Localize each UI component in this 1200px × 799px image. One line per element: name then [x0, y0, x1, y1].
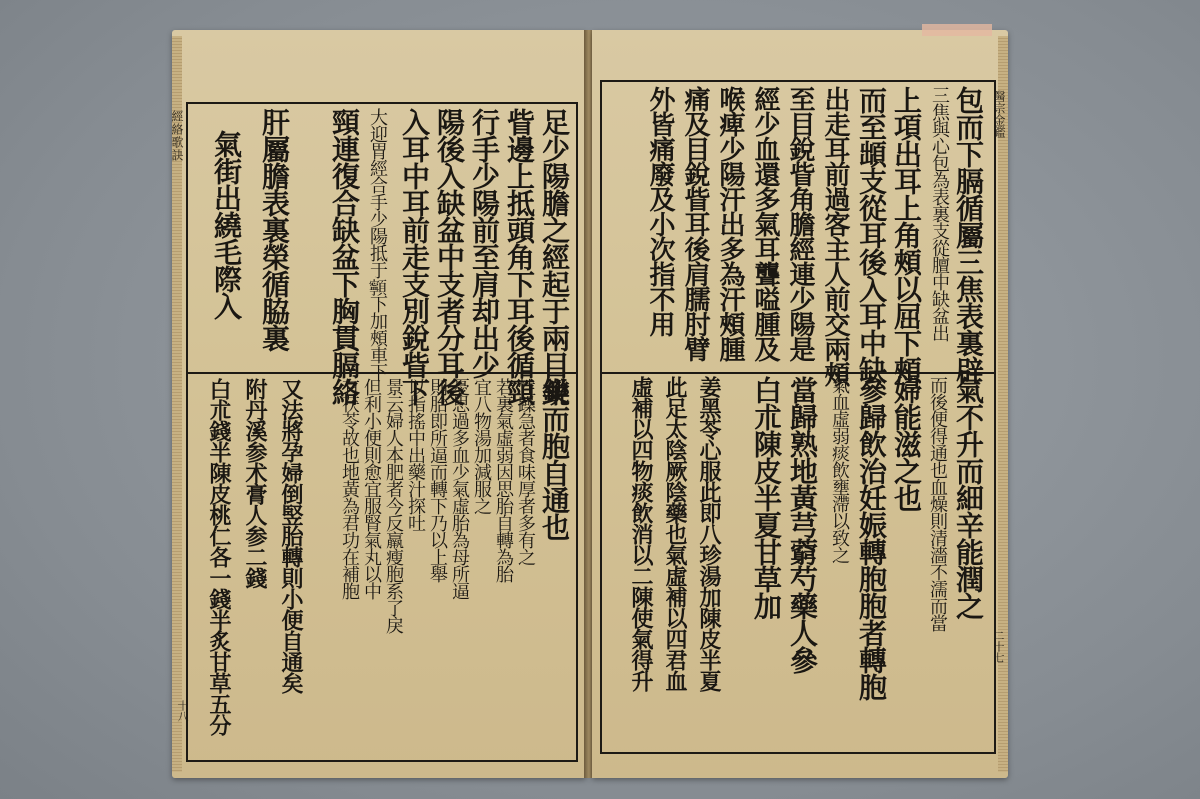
right-folio: 二十七 — [992, 630, 1005, 663]
text-column: 眥邊上抵頭角下耳後循頸 — [503, 108, 536, 405]
text-column: 三焦與心包為表裏支從膻中缺盆出 — [929, 86, 950, 341]
text-column: 足少陽膽之經起于兩目銳 — [538, 108, 571, 405]
text-column: 以指搖中出藥汁探吐 — [405, 378, 426, 531]
bookmark-tab — [922, 24, 992, 36]
text-column: 出走耳前過客主人前交兩頰 — [820, 86, 850, 386]
text-column: 喉痺少陽汗出多為汗頰腫 — [715, 86, 745, 361]
text-column: 又法將孕婦倒竪胎轉則小便自通矣 — [278, 378, 304, 693]
text-column: 當歸熟地黃芎藭芍藥人參 — [786, 376, 819, 673]
text-column: 樂而胞自通也 — [538, 378, 571, 540]
text-column: 景云婦人本肥者今反羸瘦胞系了戾 — [383, 378, 404, 633]
text-column: 參歸飲治妊娠轉胞胞者轉胞 — [855, 376, 888, 700]
text-column: 附丹溪参术膏人参二錢 — [242, 378, 268, 588]
text-column: 此足太陰厥陰藥也氣虛補以四君血 — [662, 376, 688, 691]
text-column: 陽後入缺盆中支者分耳後 — [433, 108, 466, 405]
left-margin-title: 經絡歌訣 — [170, 110, 184, 162]
text-column: 至目銳眥角膽經連少陽是 — [785, 86, 815, 361]
text-column: 若裏氣虛弱因思胎自轉為胎 — [493, 378, 514, 582]
text-column: 虛補以四物痰飲消以二陳使氣得升 — [628, 376, 654, 691]
text-column: 上項出耳上角頰以屈下頰 — [890, 86, 923, 383]
text-column: 經少血還多氣耳聾嗌腫及 — [750, 86, 780, 361]
text-column: 姜黑苓心服此即八珍湯加陳皮半夏 — [696, 376, 722, 691]
text-column: 痛及目銳眥耳後肩臑肘臂 — [680, 86, 710, 361]
text-column: 行手少陽前至肩却出少 — [468, 108, 501, 378]
text-column: 但利小便則愈宜服腎氣丸以中 — [361, 378, 382, 599]
text-column: 有茯苓故也地黃為君功在補胞 — [339, 378, 360, 599]
right-margin-title: 醫宗金鑑 — [992, 90, 1006, 138]
text-column: 則胎即所逼而轉下乃以上舉 — [427, 378, 448, 582]
text-column: 氣街出繞毛際入 — [210, 130, 243, 319]
text-column: 外皆痛廢及小次指不用 — [645, 86, 675, 336]
text-column: 包而下膈循屬三焦表裏辟 — [952, 86, 985, 383]
text-column: 婦能滋之也 — [890, 376, 923, 511]
text-column: 氣血虛弱痰飲壅滯以致之 — [829, 376, 850, 563]
text-column: 肝屬膽表裏榮循脇裏 — [258, 108, 291, 351]
text-column: 宜八物湯加減服之 — [471, 378, 492, 514]
left-folio: 十八 — [176, 700, 189, 722]
text-column: 頸連復合缺盆下胸貫膈絡 — [328, 108, 361, 405]
text-column: 氣不升而細辛能潤之 — [952, 376, 985, 619]
section-divider — [602, 372, 994, 374]
open-book — [172, 30, 1010, 780]
text-column: 而後便得通也血燥則清濇不濡而當 — [927, 376, 948, 631]
text-column: 大迎胃經合手少陽抵于𩕳下加頰車下 — [367, 108, 388, 380]
right-page — [592, 30, 1008, 778]
text-column: 而至䪼支從耳後入耳中缺 — [855, 86, 888, 383]
text-column: 入耳中耳前走支別銳眥下 — [398, 108, 431, 405]
text-column: 憂思過多血少氣虛胎為母所逼 — [449, 378, 470, 599]
text-column: 白朮錢半陳皮桃仁各一錢半炙甘草五分 — [206, 378, 232, 735]
left-page — [172, 30, 586, 778]
text-column: 白朮陳皮半夏甘草加 — [750, 376, 783, 619]
text-column: 性躁急者食味厚者多有之 — [515, 378, 536, 565]
